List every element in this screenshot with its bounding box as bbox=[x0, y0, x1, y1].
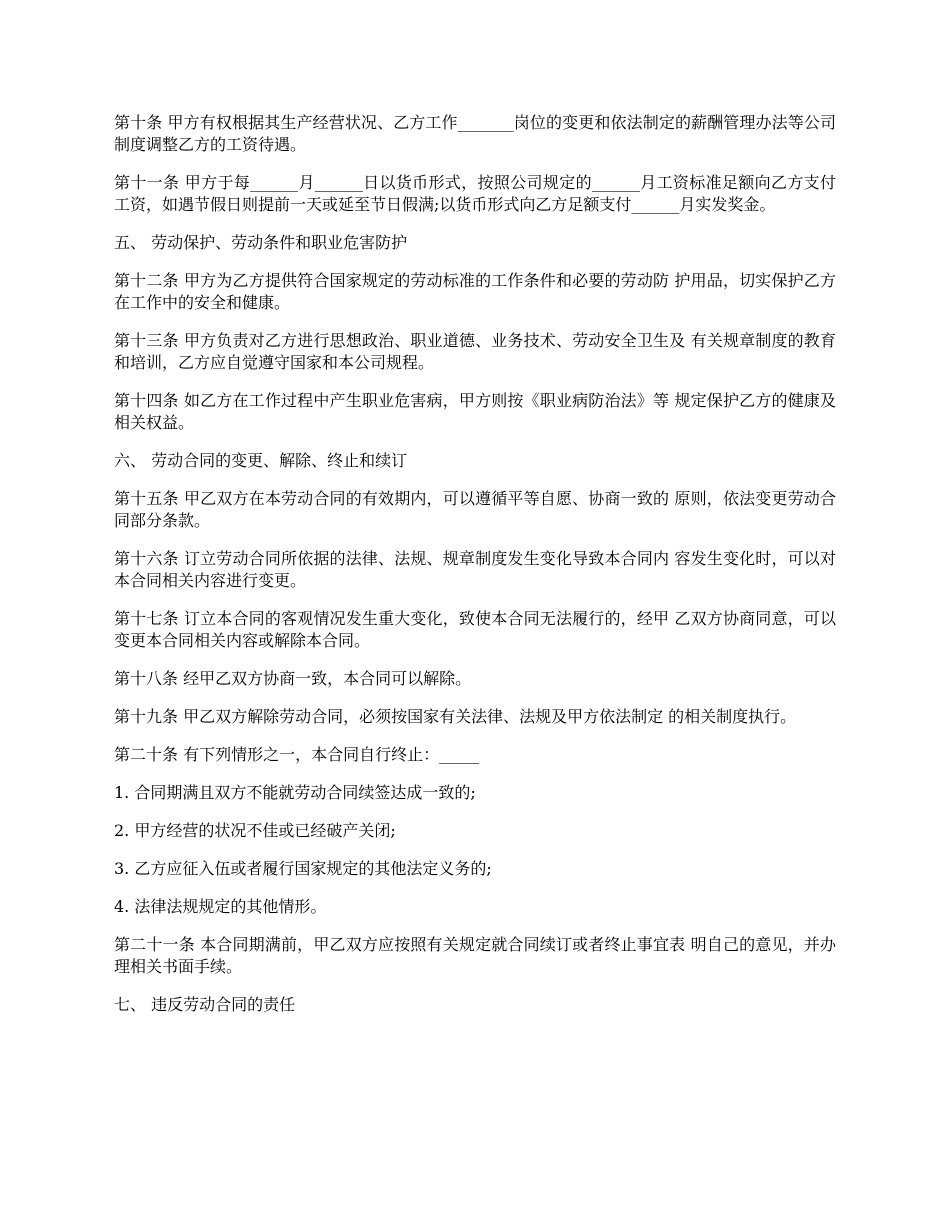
document-body bbox=[114, 112, 836, 1032]
section-5-heading: 五、 劳动保护、劳动条件和职业危害防护 bbox=[114, 233, 408, 252]
list-item-3: 3. 乙方应征入伍或者履行国家规定的其他法定义务的; bbox=[114, 859, 492, 878]
article-14: 第十四条 如乙方在工作过程中产生职业危害病，甲方则按《职业病防治法》等 规定保护乙方的健康及相关权益。 bbox=[114, 391, 836, 432]
section-7-heading: 七、 违反劳动合同的责任 bbox=[114, 995, 296, 1014]
article-11: 第十一条 甲方于每______月______日以货币形式，按照公司规定的______月工资标准足额向乙方支付工资，如遇节假日则提前一天或延至节日假满;以货币形式向乙方足额支付______月实发奖金。 bbox=[114, 173, 836, 214]
article-10: 第十条 甲方有权根据其生产经营状况、乙方工作_______岗位的变更和依法制定的薪酬管理办法等公司制度调整乙方的工资待遇。 bbox=[114, 113, 836, 154]
article-18: 第十八条 经甲乙双方协商一致，本合同可以解除。 bbox=[114, 669, 472, 688]
section-6-heading: 六、 劳动合同的变更、解除、终止和续订 bbox=[114, 451, 408, 470]
article-12: 第十二条 甲方为乙方提供符合国家规定的劳动标准的工作条件和必要的劳动防 护用品，切实保护乙方在工作中的安全和健康。 bbox=[114, 271, 836, 312]
list-item-2: 2. 甲方经营的状况不佳或已经破产关闭; bbox=[114, 821, 396, 840]
article-17: 第十七条 订立本合同的客观情况发生重大变化，致使本合同无法履行的，经甲 乙双方协商同意，可以变更本合同相关内容或解除本合同。 bbox=[114, 609, 836, 650]
list-item-4: 4. 法律法规规定的其他情形。 bbox=[114, 897, 327, 916]
article-20: 第二十条 有下列情形之一，本合同自行终止：_____ bbox=[114, 745, 480, 764]
list-item-1: 1. 合同期满且双方不能就劳动合同续签达成一致的; bbox=[114, 783, 476, 802]
article-21: 第二十一条 本合同期满前，甲乙双方应按照有关规定就合同续订或者终止事宜表 明自己的意见，并办理相关书面手续。 bbox=[114, 935, 836, 976]
article-19: 第十九条 甲乙双方解除劳动合同，必须按国家有关法律、法规及甲方依法制定 的相关制度执行。 bbox=[114, 707, 797, 726]
article-15: 第十五条 甲乙双方在本劳动合同的有效期内，可以遵循平等自愿、协商一致的 原则，依法变更劳动合同部分条款。 bbox=[114, 489, 836, 530]
article-13: 第十三条 甲方负责对乙方进行思想政治、职业道德、业务技术、劳动安全卫生及 有关规章制度的教育和培训，乙方应自觉遵守国家和本公司规程。 bbox=[114, 331, 836, 372]
article-16: 第十六条 订立劳动合同所依据的法律、法规、规章制度发生变化导致本合同内 容发生变化时，可以对本合同相关内容进行变更。 bbox=[114, 549, 836, 590]
